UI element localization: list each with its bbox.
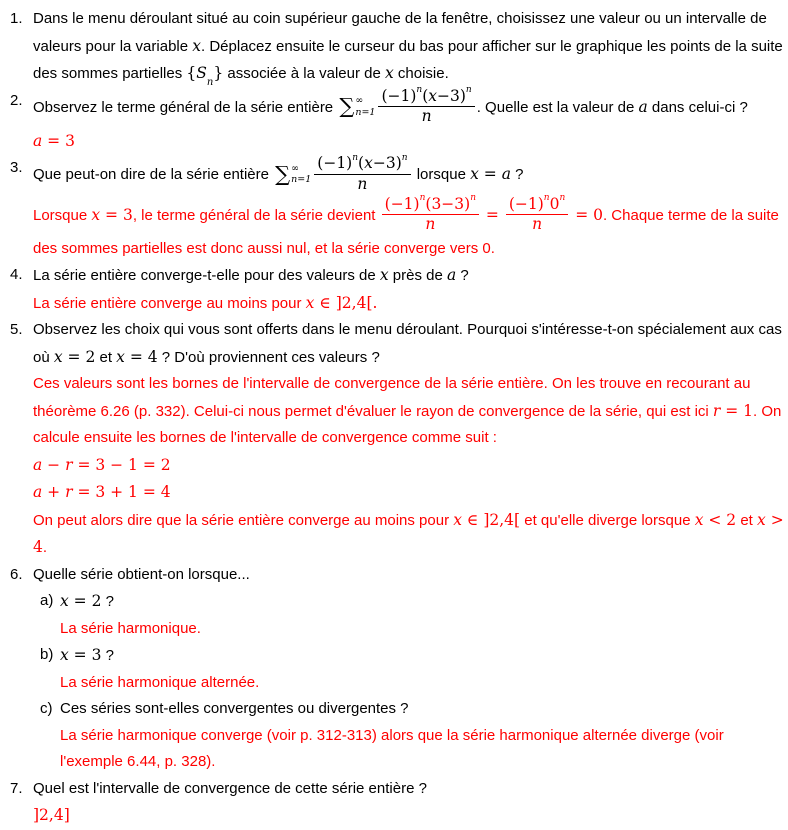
fraction-denominator [506, 215, 568, 234]
math-run: a [638, 97, 648, 116]
paragraph-content [33, 512, 784, 557]
text-run: associée à la valeur de [223, 65, 385, 82]
math-run: r [65, 455, 73, 474]
text-run: dans celui-ci ? [647, 98, 748, 116]
paragraph-content [33, 321, 782, 366]
math-run: x [91, 205, 101, 224]
math-run: (3−3) [425, 194, 471, 213]
math-superscript: n [465, 85, 472, 96]
item-number: 4. [10, 266, 23, 284]
paragraph-content [33, 566, 250, 583]
item-number: 1. [10, 10, 23, 27]
math-run: −3) [372, 154, 402, 173]
math-run: (−1) [381, 86, 417, 105]
math-run: x [453, 510, 462, 529]
math-run: < 2 [703, 510, 737, 529]
text-run: et [736, 511, 758, 529]
math-run: n [532, 215, 543, 234]
math-run: = 1 [720, 401, 754, 420]
sub-question-item [0, 588, 788, 616]
answer-text [33, 452, 788, 480]
math-run: = 0 [570, 205, 603, 224]
paragraph-content [60, 620, 201, 637]
answer-text [33, 802, 788, 830]
item-number: a) [40, 592, 54, 610]
math-fraction [506, 195, 568, 235]
fraction-numerator [382, 195, 479, 216]
summation-symbol [275, 161, 311, 188]
text-run: ? [101, 647, 114, 665]
paragraph-content [33, 375, 781, 446]
text-run: On peut alors dire que la série entière converge au moins pour [33, 511, 454, 529]
text-run: La série harmonique. [60, 619, 201, 637]
answer-text [33, 290, 788, 318]
text-run: ? [456, 267, 469, 285]
math-run: + [42, 483, 66, 502]
sub-answer-text [60, 723, 788, 776]
math-run: = 2 [68, 592, 102, 611]
fraction-denominator [378, 107, 474, 126]
math-run: = [478, 165, 502, 184]
paragraph-content [33, 457, 171, 474]
paragraph-content [33, 267, 469, 284]
text-run: , le terme général de la série devient [132, 206, 380, 224]
math-fraction [382, 195, 479, 235]
paragraph-content [33, 10, 783, 88]
text-run: Que peut-on dire de la série entière [33, 166, 274, 184]
answer-text [33, 128, 788, 156]
summation-upper-limit: ∞ [291, 162, 300, 174]
math-superscript: n [416, 85, 423, 96]
math-superscript: n [559, 193, 566, 204]
math-run: (−1) [317, 154, 353, 173]
math-run: r [712, 401, 721, 420]
text-run: Quelle série obtient-on lorsque... [33, 565, 250, 583]
item-number: b) [40, 646, 54, 664]
math-run: ∈ ]2,4[ [462, 510, 521, 529]
math-run: x [60, 646, 69, 665]
math-run: r [65, 483, 73, 502]
sub-question-item [0, 696, 788, 723]
item-number: c) [40, 700, 53, 718]
question-item [0, 317, 788, 371]
math-run: a [33, 483, 43, 502]
paragraph-content [60, 647, 114, 664]
text-run: lorsque [412, 166, 471, 184]
text-run: . Déplacez ensuite le curseur du bas pour afficher sur le graphique les points de la suite des sommes partielles [33, 37, 783, 82]
math-run: x [379, 266, 389, 285]
text-run: et [95, 348, 117, 366]
paragraph-content [60, 674, 259, 691]
fraction-numerator [506, 195, 568, 216]
math-run: = 2 [62, 347, 96, 366]
math-run: −3) [437, 86, 466, 105]
sigma-glyph: ∑ [275, 162, 291, 187]
text-run: ? D'où proviennent ces valeurs ? [157, 348, 380, 366]
math-run: a [33, 131, 43, 150]
summation-upper-limit: ∞ [355, 95, 364, 107]
math-run: x [305, 293, 315, 312]
summation-limits [355, 95, 375, 118]
fraction-denominator [382, 215, 479, 234]
question-item [0, 6, 788, 88]
text-run: choisie. [393, 65, 449, 82]
math-run: ( [422, 86, 429, 105]
answer-text [33, 371, 788, 452]
math-fraction [314, 154, 410, 194]
text-run: Observez les choix qui vous sont offerts dans le menu déroulant. Pourquoi s'intéresse-t-on spécialement aux cas où [33, 321, 782, 366]
text-run: Observez le terme général de la série entière [33, 98, 338, 116]
item-number: 5. [10, 321, 23, 339]
math-run: } [213, 64, 224, 82]
math-run: { [186, 64, 197, 82]
text-run: La série entière converge-t-elle pour des valeurs de [33, 267, 380, 285]
math-run: = 3 − 1 = 2 [72, 455, 171, 474]
fraction-denominator [314, 175, 410, 194]
math-run: = 4 [124, 347, 158, 366]
question-item [0, 776, 788, 803]
math-run: − [42, 455, 66, 474]
text-run: Ces valeurs sont les bornes de l'intervalle de convergence de la série entière. On les trouve en recourant au théorème 6.26 (p. 332). Celui-ci nous permet d'évaluer le rayon de convergence de la série, qui est ici [33, 375, 751, 420]
answer-text [33, 507, 788, 562]
sub-question-item [0, 642, 788, 670]
math-run: = 3 + 1 = 4 [72, 483, 171, 502]
paragraph-content [33, 484, 171, 501]
fraction-numerator [378, 87, 474, 108]
paragraph-content [60, 593, 114, 610]
math-run: x [192, 36, 202, 55]
paragraph-content [33, 133, 75, 150]
question-item [0, 85, 788, 128]
text-run: Quel est l'intervalle de convergence de cette série entière ? [33, 779, 427, 797]
item-number: 7. [10, 779, 23, 797]
summation-limits [291, 163, 311, 186]
fraction-numerator [314, 154, 410, 175]
text-run: . [42, 539, 48, 557]
math-run: x [757, 510, 766, 529]
answer-text [33, 193, 788, 263]
text-run: Lorsque [33, 206, 92, 224]
sigma-glyph: ∑ [339, 94, 355, 119]
math-subscript: n [206, 77, 214, 88]
text-run: et qu'elle diverge lorsque [520, 511, 695, 529]
text-run: La série harmonique converge (voir p. 312-313) alors que la série harmonique alternée diverge (voir l'exemple 6.44, p. 328). [60, 726, 724, 771]
sub-answer-text [60, 616, 788, 643]
math-run: S [196, 64, 207, 82]
text-run: Ces séries sont-elles convergentes ou divergentes ? [60, 700, 409, 718]
math-superscript: n [352, 153, 359, 164]
math-run: ∈ ]2,4[. [314, 293, 378, 312]
math-run: = 3 [68, 646, 102, 665]
item-number: 6. [10, 565, 23, 583]
summation-lower-limit: n=1 [355, 106, 376, 118]
item-number: 3. [10, 159, 23, 177]
math-run: (−1) [508, 194, 544, 213]
text-run: près de [388, 267, 447, 285]
math-superscript: n [401, 153, 408, 164]
sub-answer-text [60, 670, 788, 697]
math-run: n [421, 107, 432, 126]
paragraph-content [33, 295, 377, 312]
math-run: (−1) [384, 194, 420, 213]
question-item [0, 262, 788, 290]
math-run: ]2,4] [33, 806, 70, 825]
text-run: ? [101, 593, 114, 611]
math-run: ( [358, 154, 365, 173]
math-fraction [378, 87, 474, 127]
math-run: x [53, 347, 63, 366]
math-run: x [428, 86, 438, 105]
math-run: 0 [549, 194, 560, 213]
math-run: x [385, 64, 394, 82]
math-run: = 3 [100, 205, 133, 224]
text-run: . Quelle est la valeur de [476, 98, 639, 116]
math-run: n [357, 175, 368, 194]
paragraph-content [33, 153, 524, 194]
math-run: a [447, 266, 457, 285]
text-run: Dans le menu déroulant situé au coin supérieur gauche de la fenêtre, choisissez une valeur ou un intervalle de valeurs pour la variable [33, 10, 767, 55]
text-run: ? [510, 166, 524, 184]
answer-text [33, 479, 788, 507]
text-run: . On calcule ensuite les bornes de l'intervalle de convergence comme suit : [33, 402, 782, 447]
paragraph-content [33, 807, 70, 824]
math-run: > 4 [33, 510, 784, 557]
text-run: La série harmonique alternée. [60, 673, 260, 691]
math-run: a [501, 165, 511, 184]
paragraph-content [33, 780, 427, 797]
math-superscript: n [543, 193, 550, 204]
question-item [0, 155, 788, 195]
math-run: n [425, 215, 436, 234]
text-run: La série entière converge au moins pour [33, 294, 306, 312]
math-run: x [470, 165, 479, 184]
paragraph-content [60, 700, 409, 717]
math-run: x [60, 592, 69, 611]
paragraph-content [60, 727, 724, 771]
summation-symbol [339, 93, 375, 120]
math-run: a [33, 455, 43, 474]
summation-lower-limit: n=1 [291, 174, 312, 186]
question-item [0, 562, 788, 589]
item-number: 2. [10, 91, 23, 109]
math-run: x [116, 347, 125, 366]
math-run: = [481, 205, 504, 224]
math-run: x [364, 154, 373, 173]
paragraph-content [33, 193, 779, 257]
math-run: = 3 [42, 131, 75, 150]
math-superscript: n [419, 193, 426, 204]
paragraph-content [33, 85, 748, 126]
text-run: . Chaque terme de la suite des sommes partielles est donc aussi nul, et la série converge vers 0. [33, 206, 779, 257]
math-run: x [694, 510, 704, 529]
math-superscript: n [470, 193, 476, 204]
